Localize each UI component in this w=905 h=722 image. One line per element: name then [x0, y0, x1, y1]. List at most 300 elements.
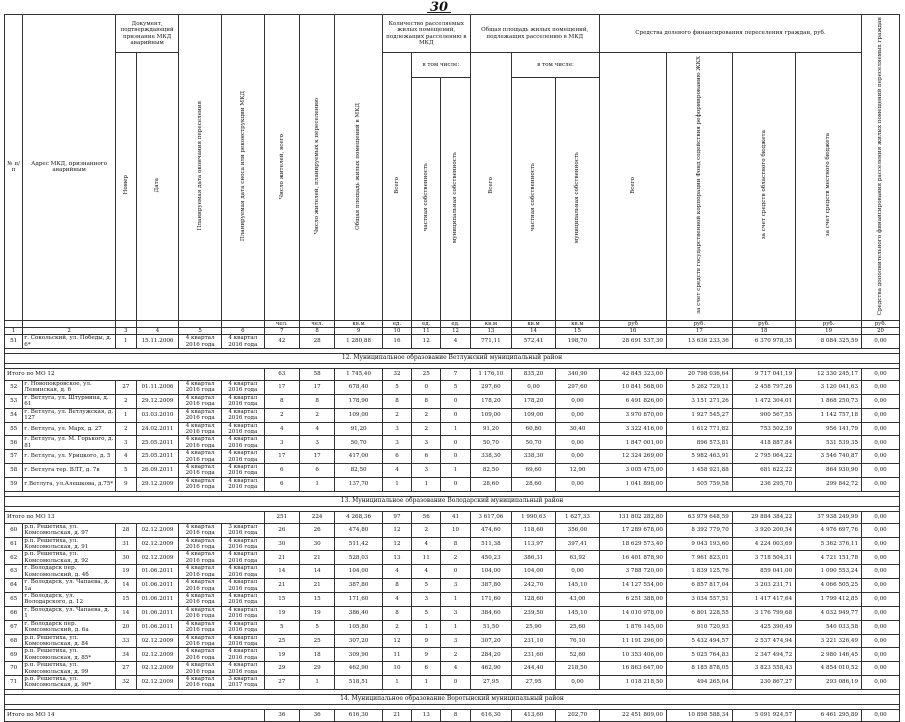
table-cell: 27,95 [512, 676, 556, 690]
table-cell: 25 [299, 634, 334, 648]
table-cell: 5 025 764,83 [666, 648, 732, 662]
table-cell: 4 квартал 2016 года [179, 551, 222, 565]
table-cell: 30 [115, 551, 136, 565]
table-cell: г. Ветлуга тер. ВЛТ, д. 7в [23, 464, 116, 478]
table-cell: 386,40 [335, 606, 383, 620]
table-cell: 52,60 [555, 648, 599, 662]
column_numbers-cell: 14 [512, 327, 556, 334]
table-cell: р.п. Решетиха, ул. Комсомольская, д. 84 [23, 634, 116, 648]
table-cell: 338,30 [470, 450, 511, 464]
table-cell: 3 546 740,87 [796, 450, 862, 464]
table-cell: 3 221 326,49 [796, 634, 862, 648]
table-cell: 21 [264, 551, 299, 565]
table-cell: 20 [115, 620, 136, 634]
table-cell: 1 [382, 676, 411, 690]
table-cell: 6 801 228,55 [666, 606, 732, 620]
table-cell: 58 [5, 464, 23, 478]
table-cell: 8 [441, 537, 470, 551]
total-cell: 12 330 245,17 [796, 369, 862, 381]
table-cell: 5 [382, 381, 411, 395]
table-cell: 1 839 125,76 [666, 565, 732, 579]
table-cell: 356,00 [555, 523, 599, 537]
table-cell: 681 622,22 [732, 464, 795, 478]
table-cell: 104,00 [470, 565, 511, 579]
table-cell: 4 квартал 2016 года [179, 464, 222, 478]
table-cell: 397,41 [555, 537, 599, 551]
table-cell: 231,60 [512, 648, 556, 662]
table-row [5, 676, 900, 690]
table-cell: 21 [299, 551, 334, 565]
rows-12 [5, 381, 900, 492]
table-cell: 26 [264, 523, 299, 537]
table-cell: 28 [115, 523, 136, 537]
column_numbers-cell: 20 [862, 327, 900, 334]
units-cell [179, 320, 222, 327]
table-cell: 8 [412, 394, 441, 408]
table-cell: 4 [264, 422, 299, 436]
table-cell: 540 033,58 [796, 620, 862, 634]
table-cell: 218,50 [555, 662, 599, 676]
table-row [5, 606, 900, 620]
table-cell: г. Новопокровское, ул. Ленинская, д. 6 [23, 381, 116, 395]
table-cell: 2 [382, 408, 411, 422]
table-cell: 0,00 [862, 477, 900, 491]
table-cell: 2 458 797,26 [732, 381, 795, 395]
table-cell: 29.12.2009 [136, 477, 179, 491]
total-cell: 41 [441, 511, 470, 523]
table-cell: 4 032 949,77 [796, 606, 862, 620]
table-cell: 109,00 [512, 408, 556, 422]
table-cell: г.Ветлуга, ул.Алешкова, д.75* [23, 477, 116, 491]
table-cell: 1 612 771,82 [666, 422, 732, 436]
table-cell: 0,00 [555, 676, 599, 690]
column_numbers-cell: 11 [412, 327, 441, 334]
table-cell: 113,97 [512, 537, 556, 551]
table-cell: 1 [441, 592, 470, 606]
units-cell: чел. [264, 320, 299, 327]
table-cell: 14 [264, 565, 299, 579]
column-numbers-row [5, 327, 900, 334]
table-cell: 3 120 041,63 [796, 381, 862, 395]
table-cell: 6 [412, 662, 441, 676]
units-cell: руб. [796, 320, 862, 327]
table-cell: 0 [441, 394, 470, 408]
total-cell: 3 617,06 [470, 511, 511, 523]
table-cell: 9 043 193,60 [666, 537, 732, 551]
table-cell: 5 [412, 579, 441, 593]
table-cell: 1 927 545,27 [666, 408, 732, 422]
table-cell: 474,60 [470, 523, 511, 537]
header-funds-group: Средства долевого финансирования переселения граждан, руб. [599, 15, 861, 53]
table-cell: 14 010 978,00 [599, 606, 666, 620]
table-cell: 30,40 [555, 422, 599, 436]
table-cell: 4 квартал 2016 года [221, 381, 264, 395]
table-cell: 29 [299, 662, 334, 676]
table-row [5, 662, 900, 676]
table-cell: 54 [5, 408, 23, 422]
table-cell: 8 392 779,70 [666, 523, 732, 537]
header-demolition: Планируемая дата сноса или реконструкции МКД [239, 91, 246, 242]
total-cell: 25 [412, 369, 441, 381]
units-cell: руб. [666, 320, 732, 327]
table-cell: 4 квартал 2016 года [221, 464, 264, 478]
table-cell: 462,90 [335, 662, 383, 676]
table-cell: 19 [264, 606, 299, 620]
table-cell: 0,00 [862, 606, 900, 620]
table-cell: 2 537 474,94 [732, 634, 795, 648]
table-cell: 104,00 [335, 565, 383, 579]
table-cell: 3 [115, 436, 136, 450]
table-cell: 4 квартал 2016 года [221, 477, 264, 491]
table-cell: 5 [264, 620, 299, 634]
table-cell: 3 005 475,00 [599, 464, 666, 478]
header-area-total: Всего [487, 176, 494, 194]
table-cell: 1 [441, 422, 470, 436]
table-cell: 8 [382, 394, 411, 408]
table-cell: 3 [412, 592, 441, 606]
table-cell: 6 [412, 450, 441, 464]
header-resettlement-end: Планируемая дата окончания переселения [196, 101, 203, 231]
table-cell: 19 [264, 648, 299, 662]
table-cell: 3 823 558,43 [732, 662, 795, 676]
table-cell: р.п. Решетиха, ул. Комсомольская, д. 97 [23, 523, 116, 537]
table-cell: 3 [441, 606, 470, 620]
table-row [5, 579, 900, 593]
table-cell: 6 [264, 464, 299, 478]
table-cell: 15 [115, 592, 136, 606]
table-cell: 25,60 [555, 620, 599, 634]
table-cell: г. Ветлуга, ул. Ветлужская, д. 127 [23, 408, 116, 422]
header-document: Документ, подтверждающий признание МКД аварийным [115, 15, 178, 53]
page-number: 30 [430, 0, 449, 15]
table-body [5, 335, 900, 381]
table-cell: 01.06.2011 [136, 592, 179, 606]
table-cell: г. Ветлуга, ул. Урицкого, д. 5 [23, 450, 116, 464]
table-cell: 2 980 146,45 [796, 648, 862, 662]
table-row [5, 523, 900, 537]
table-cell: 4 квартал 2016 года [221, 408, 264, 422]
table-cell: 51,50 [470, 620, 511, 634]
table-cell: 0 [412, 381, 441, 395]
table-cell: 4 066 505,25 [796, 579, 862, 593]
table-cell: 50,70 [470, 436, 511, 450]
table-cell: 34 [115, 648, 136, 662]
table-row [5, 551, 900, 565]
table-cell: 2 [115, 422, 136, 436]
table-cell: 4 квартал 2016 года [179, 634, 222, 648]
table-cell: 59 [5, 477, 23, 491]
table-cell: 198,70 [555, 335, 599, 349]
total-cell: 251 [264, 511, 299, 523]
table-cell: 4 квартал 2016 года [221, 592, 264, 606]
table-cell: 10 [441, 523, 470, 537]
table-cell: 11 [382, 648, 411, 662]
table-cell: 462,90 [470, 662, 511, 676]
header-funds-total: Всего [629, 176, 636, 194]
table-cell: 01.06.2011 [136, 620, 179, 634]
table-cell: 1 472 304,01 [732, 394, 795, 408]
table-cell: 0,00 [862, 537, 900, 551]
table-cell: 02.12.2009 [136, 662, 179, 676]
table-cell: 118,60 [512, 523, 556, 537]
total-cell: 6 461 295,89 [796, 709, 862, 721]
total-cell: 29 884 384,22 [732, 511, 795, 523]
table-cell: 145,10 [555, 579, 599, 593]
table-cell: 6 251 388,00 [599, 592, 666, 606]
resettlement-table [4, 14, 900, 722]
table-cell: 4 квартал 2016 года [179, 394, 222, 408]
table-cell: 6 857 817,04 [666, 579, 732, 593]
table-cell: 307,20 [335, 634, 383, 648]
table-cell: 4 квартал 2016 года [221, 450, 264, 464]
table-cell: 02.12.2009 [136, 634, 179, 648]
table-cell: 0,00 [862, 592, 900, 606]
table-cell: 14 [299, 565, 334, 579]
table-row [5, 537, 900, 551]
table-cell: 15 [299, 592, 334, 606]
table-cell: 4 квартал 2016 года [179, 381, 222, 395]
table-cell: 5 982 463,91 [666, 450, 732, 464]
table-cell: 0,00 [555, 477, 599, 491]
table-cell: 4 [299, 422, 334, 436]
table-cell: 0,00 [512, 381, 556, 395]
table-cell: 1 [382, 477, 411, 491]
table-cell: 55 [5, 422, 23, 436]
table-cell: 4 976 697,76 [796, 523, 862, 537]
total-cell: 20 798 036,64 [666, 369, 732, 381]
table-cell: 32 [115, 676, 136, 690]
units-cell: ед. [412, 320, 441, 327]
table-cell: 69 [5, 648, 23, 662]
table-row [5, 335, 900, 349]
table-cell: 30 [299, 537, 334, 551]
table-cell: 5 362 376,11 [796, 537, 862, 551]
table-cell: 10 353 406,00 [599, 648, 666, 662]
units-cell [115, 320, 136, 327]
table-cell: 4 квартал 2016 года [221, 422, 264, 436]
table-cell: 3 788 720,00 [599, 565, 666, 579]
table-cell: 1 [412, 620, 441, 634]
header-area-private: частная собственность [530, 163, 537, 232]
table-cell: 1 799 412,85 [796, 592, 862, 606]
table-cell: 4 квартал 2016 года [221, 662, 264, 676]
table-cell: 0,00 [555, 408, 599, 422]
table-cell: 171,60 [335, 592, 383, 606]
header-residents-planned: Число жителей, планируемых к переселению [313, 98, 320, 235]
total-cell: 97 [382, 511, 411, 523]
table-cell: 4 [441, 662, 470, 676]
column_numbers-cell: 17 [666, 327, 732, 334]
table-cell: 8 [382, 579, 411, 593]
table-cell: 25.05.2011 [136, 450, 179, 464]
table-cell: 145,10 [555, 606, 599, 620]
table-cell: 0,00 [862, 436, 900, 450]
table-cell: 2 [299, 408, 334, 422]
table-cell: 4 квартал 2016 года [179, 537, 222, 551]
header-regional-budget: за счет средств областного бюджета [760, 130, 767, 240]
table-cell: 2 795 064,22 [732, 450, 795, 464]
table-cell: 5 432 494,57 [666, 634, 732, 648]
table-cell: 17 [299, 450, 334, 464]
table-cell: 1 [299, 477, 334, 491]
table-cell: 25 [264, 634, 299, 648]
table-cell: 4 квартал 2016 года [179, 592, 222, 606]
table-cell: 8 [299, 394, 334, 408]
column_numbers-cell: 1 [5, 327, 23, 334]
table-cell: 64 [5, 579, 23, 593]
table-cell: 02.12.2009 [136, 537, 179, 551]
table-cell: 1 090 553,24 [796, 565, 862, 579]
total-label: Итого по МО 13 [5, 511, 265, 523]
table-cell: 27 [115, 381, 136, 395]
table-row [5, 394, 900, 408]
table-cell: 1 [412, 477, 441, 491]
table-cell: 52 [5, 381, 23, 395]
table-cell: 60,80 [512, 422, 556, 436]
table-cell: 14 [115, 606, 136, 620]
table-cell: 242,70 [512, 579, 556, 593]
total-cell: 224 [299, 511, 334, 523]
table-cell: 67 [5, 620, 23, 634]
table-cell: 3 [441, 634, 470, 648]
table-cell: 4 721 151,78 [796, 551, 862, 565]
table-cell: 12 [382, 634, 411, 648]
section-heading-12: 12. Муниципальное образование Ветлужский муниципальный район [5, 354, 900, 364]
table-cell: 4 квартал 2016 года [221, 579, 264, 593]
table-cell: 25,90 [512, 620, 556, 634]
table-cell: 21 [299, 579, 334, 593]
table-cell: 1 [115, 335, 136, 349]
table-cell: 3 [412, 436, 441, 450]
table-cell: 0,00 [862, 450, 900, 464]
table-cell: 3 970 870,00 [599, 408, 666, 422]
column_numbers-cell: 15 [555, 327, 599, 334]
table-cell: р.п. Решетиха, ул. Комсомольская, д. 91 [23, 537, 116, 551]
total-cell: 36 [299, 709, 334, 721]
table-cell: 2 [441, 648, 470, 662]
table-cell: 17 [299, 381, 334, 395]
units-cell: чел. [299, 320, 334, 327]
units-cell: кв.м [335, 320, 383, 327]
table-cell: 14 127 554,00 [599, 579, 666, 593]
total-cell: 10 898 588,34 [666, 709, 732, 721]
total-cell: 202,70 [555, 709, 599, 721]
table-cell: 3 квартал 2017 года [221, 676, 264, 690]
table-cell: 4 [382, 565, 411, 579]
units-cell: руб. [862, 320, 900, 327]
table-cell: 4 квартал 2016 года [179, 606, 222, 620]
table-cell: 1 [299, 676, 334, 690]
table-cell: 4 [382, 592, 411, 606]
table-cell: 02.12.2009 [136, 523, 179, 537]
column_numbers-cell: 7 [264, 327, 299, 334]
table-cell: 7 961 823,01 [666, 551, 732, 565]
table-cell: 56 [5, 436, 23, 450]
total-cell: 1 176,10 [470, 369, 511, 381]
table-cell: 4 квартал 2016 года [221, 648, 264, 662]
table-cell: 171,60 [470, 592, 511, 606]
table-cell: 5 [115, 464, 136, 478]
table-cell: 0 [441, 676, 470, 690]
header-residents: Число жителей, всего [278, 133, 285, 199]
table-cell: 02.12.2009 [136, 551, 179, 565]
table-cell: 19 [115, 565, 136, 579]
table-cell: 753 502,39 [732, 422, 795, 436]
table-cell: 28,60 [470, 477, 511, 491]
total-cell: 9 717 041,19 [732, 369, 795, 381]
table-cell: 230 867,27 [732, 676, 795, 690]
units-cell: кв.м [470, 320, 511, 327]
header-rooms-private: частная собственность [423, 163, 430, 232]
total-cell: 1 990,63 [512, 511, 556, 523]
table-cell: 0 [441, 450, 470, 464]
table-cell: 4 [441, 335, 470, 349]
column_numbers-cell: 10 [382, 327, 411, 334]
column_numbers-cell: 18 [732, 327, 795, 334]
table-cell: 01.06.2011 [136, 579, 179, 593]
table-cell: 60 [5, 523, 23, 537]
table-cell: 5 [441, 381, 470, 395]
table-cell: 678,40 [335, 381, 383, 395]
units-cell [23, 320, 116, 327]
table-cell: 62 [5, 551, 23, 565]
table-cell: 4 квартал 2016 года [179, 422, 222, 436]
table-cell: 6 [264, 477, 299, 491]
table-cell: 3 203 231,71 [732, 579, 795, 593]
table-cell: 9 [412, 634, 441, 648]
table-cell: г. Володарск, ул. Чапаева, д. 1 [23, 606, 116, 620]
table-cell: 0 [441, 565, 470, 579]
total-cell: 340,90 [555, 369, 599, 381]
total-label: Итого по МО 14 [5, 709, 265, 721]
column_numbers-cell: 8 [299, 327, 334, 334]
table-row [5, 450, 900, 464]
table-cell: 76,10 [555, 634, 599, 648]
table-cell: 4 квартал 2016 года [179, 648, 222, 662]
total-cell: 63 979 648,59 [666, 511, 732, 523]
table-cell: 0,00 [862, 662, 900, 676]
table-cell: 518,51 [335, 676, 383, 690]
table-cell: 1 280,88 [335, 335, 383, 349]
table-cell: 02.12.2009 [136, 676, 179, 690]
table-cell: 11 [412, 551, 441, 565]
table-cell: 9 [412, 648, 441, 662]
table-cell: 28,60 [512, 477, 556, 491]
table-cell: 4 квартал 2016 года [179, 676, 222, 690]
total-label: Итого по МО 12 [5, 369, 265, 381]
table-cell: 8 [264, 394, 299, 408]
table-cell: 4 квартал 2016 года [179, 565, 222, 579]
table-cell: 505 759,58 [666, 477, 732, 491]
table-cell: 2 [115, 394, 136, 408]
table-cell: 109,00 [335, 408, 383, 422]
table-cell: 4 квартал 2016 года [179, 408, 222, 422]
table-cell: г. Володарск пер. Комсомольский, д. 4б [23, 565, 116, 579]
table-cell: 178,90 [335, 394, 383, 408]
table-row [5, 648, 900, 662]
table-cell: 63 [5, 565, 23, 579]
table-cell: г. Володарск, ул. Володарского, д. 12 [23, 592, 116, 606]
header-num: № п/п [5, 15, 23, 321]
table-cell: 50,70 [512, 436, 556, 450]
table-cell: 71 [5, 676, 23, 690]
units-cell [221, 320, 264, 327]
table-cell: 4 854 010,52 [796, 662, 862, 676]
table-cell: 128,60 [512, 592, 556, 606]
table-cell: 8 185 878,05 [666, 662, 732, 676]
table-cell: 387,80 [335, 579, 383, 593]
total-cell: 1 627,33 [555, 511, 599, 523]
